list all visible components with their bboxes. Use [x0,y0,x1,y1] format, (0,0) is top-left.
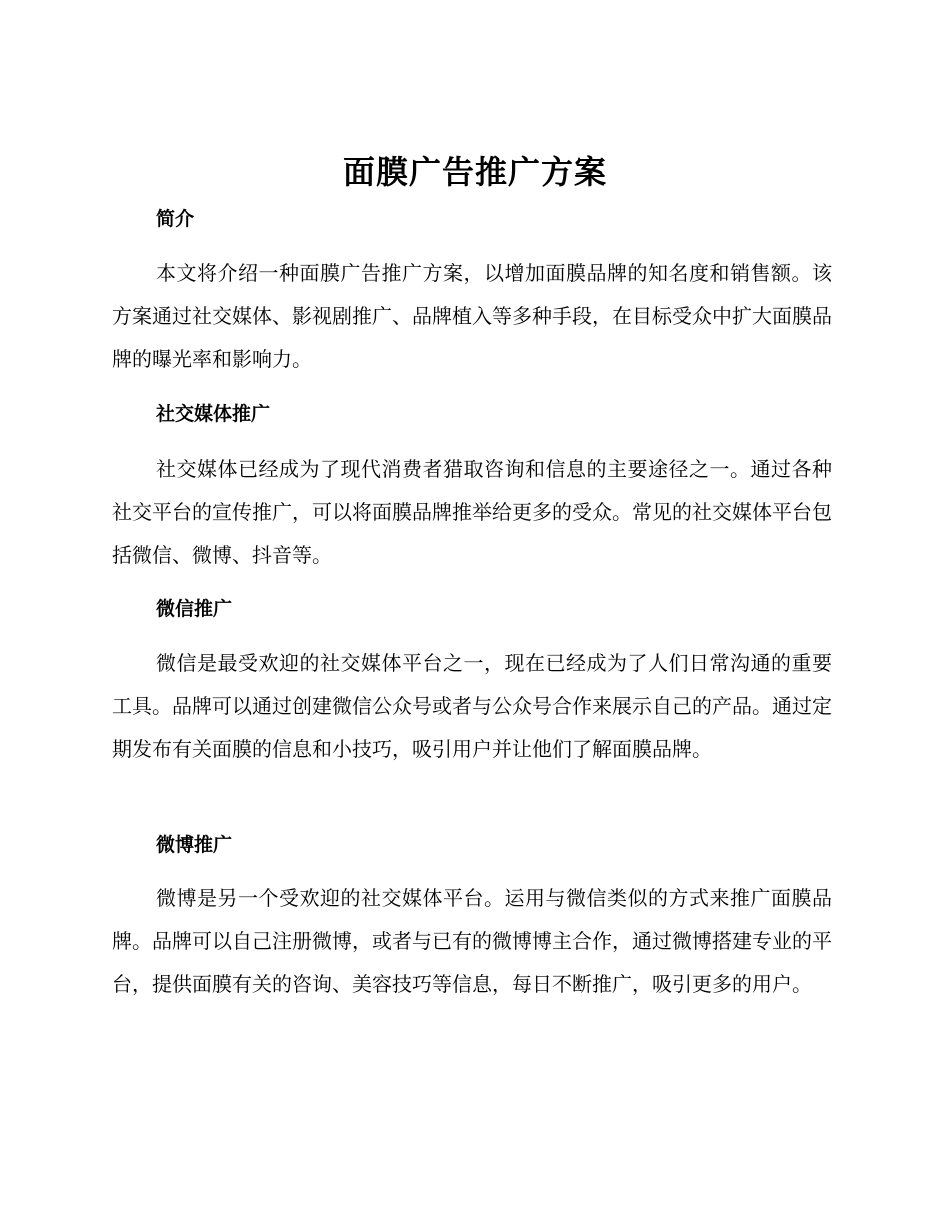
section-heading-social-media: 社交媒体推广 [156,403,271,425]
section-paragraph-weibo: 微博是另一个受欢迎的社交媒体平台。运用与微信类似的方式来推广面膜品牌。品牌可以自己注册微博，或者与已有的微博博主合作，通过微博搭建专业的平台，提供面膜有关的咨询、美容技巧等信息，每日不断推广，吸引更多的用户。 [112,886,832,996]
section-paragraph-wechat: 微信是最受欢迎的社交媒体平台之一，现在已经成为了人们日常沟通的重要工具。品牌可以通过创建微信公众号或者与公众号合作来展示自己的产品。通过定期发布有关面膜的信息和小技巧，吸引用户并让他们了解面膜品牌。 [112,651,832,761]
section-paragraph-social-media: 社交媒体已经成为了现代消费者猎取咨询和信息的主要途径之一。通过各种社交平台的宣传推广，可以将面膜品牌推举给更多的受众。常见的社交媒体平台包括微信、微博、抖音等。 [112,457,832,567]
section-heading-wechat: 微信推广 [156,598,233,620]
document-title: 面膜广告推广方案 [342,153,607,191]
section-heading-intro: 简介 [156,208,195,230]
section-paragraph-intro: 本文将介绍一种面膜广告推广方案，以增加面膜品牌的知名度和销售额。该方案通过社交媒体、影视剧推广、品牌植入等多种手段，在目标受众中扩大面膜品牌的曝光率和影响力。 [112,261,832,371]
section-heading-weibo: 微博推广 [156,834,233,856]
